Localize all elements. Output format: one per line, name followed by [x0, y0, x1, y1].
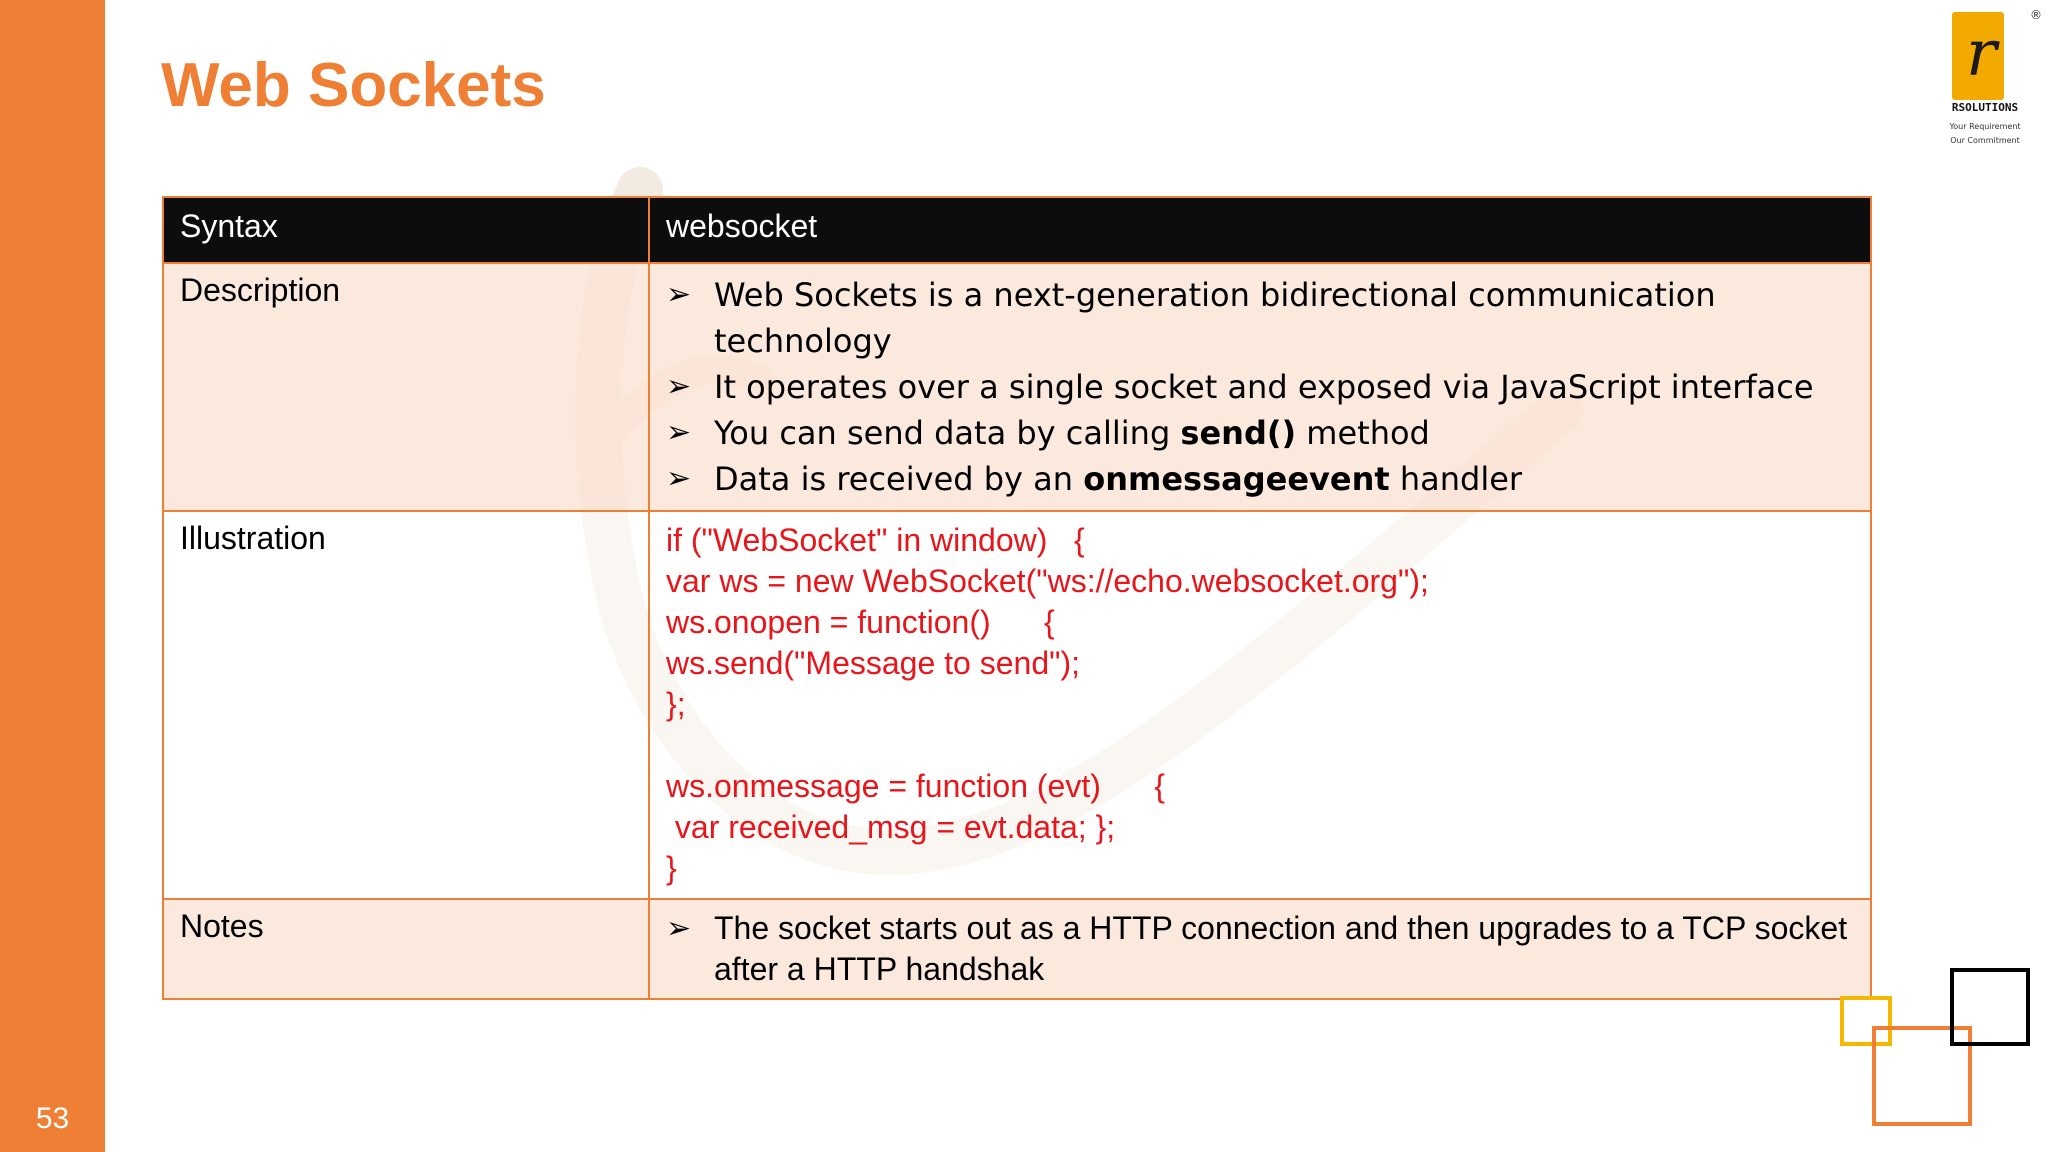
logo-wordmark: RSOLUTIONS [1951, 101, 2019, 114]
code-line [666, 725, 1854, 766]
logo-mark [1952, 12, 2004, 100]
bullet-text: Web Sockets is a next-generation bidirectional communication technology [714, 276, 1716, 360]
bullet-text: The socket starts out as a HTTP connection and then upgrades to a TCP socket after a HTTP handshak [714, 910, 1848, 987]
code-line: ws.onopen = function() { [666, 604, 1055, 640]
code-line: var ws = new WebSocket("ws://echo.websocket.org"); [666, 563, 1429, 599]
table-row-description [163, 263, 1871, 511]
bullet-text: handler [1389, 460, 1523, 498]
code-line: ws.send("Message to send"); [666, 645, 1081, 681]
websocket-info-table [162, 196, 1872, 1000]
side-accent-bar [0, 0, 105, 1152]
decor-square-black [1950, 968, 2030, 1046]
arrow-bullet-icon: ➢ [666, 415, 692, 450]
bullet-text: Data is received by an [714, 460, 1084, 498]
arrow-bullet-icon: ➢ [666, 369, 692, 404]
bullet-item [666, 272, 1854, 364]
illustration-label: Illustration [163, 511, 649, 899]
bullet-item [666, 456, 1854, 502]
bullet-item [666, 410, 1854, 456]
slide-number: 53 [35, 1102, 70, 1135]
description-bullet-list [666, 272, 1854, 502]
code-sample [666, 520, 1854, 889]
bullet-bold-text: onmessageevent [1083, 460, 1390, 498]
code-line: } [666, 850, 677, 886]
illustration-content [649, 511, 1871, 899]
description-content [649, 263, 1871, 511]
notes-bullet-list [666, 908, 1854, 990]
bullet-bold-text: send() [1180, 414, 1297, 452]
code-line: ws.onmessage = function (evt) { [666, 768, 1165, 804]
bullet-text: It operates over a single socket and exposed via JavaScript interface [714, 368, 1814, 406]
logo-tagline-2: Our Commitment [1950, 136, 2020, 145]
code-line: }; [666, 686, 686, 722]
table-header-row [163, 197, 1871, 263]
table-row-notes [163, 899, 1871, 999]
bullet-item [666, 364, 1854, 410]
arrow-bullet-icon: ➢ [666, 277, 692, 312]
bullet-item [666, 908, 1854, 990]
description-label: Description [163, 263, 649, 511]
slide-title: Web Sockets [161, 51, 546, 120]
arrow-bullet-icon: ➢ [666, 461, 692, 496]
bullet-text: You can send data by calling [714, 414, 1181, 452]
registered-mark: ® [2030, 8, 2042, 22]
notes-label: Notes [163, 899, 649, 999]
arrow-bullet-icon: ➢ [666, 912, 692, 945]
code-line: var received_msg = evt.data; }; [666, 809, 1116, 845]
company-logo [1948, 8, 2040, 148]
notes-content [649, 899, 1871, 999]
code-line: if ("WebSocket" in window) { [666, 522, 1085, 558]
header-label-cell: Syntax [163, 197, 649, 263]
header-value-cell: websocket [649, 197, 1871, 263]
table-row-illustration [163, 511, 1871, 899]
bullet-text: method [1296, 414, 1430, 452]
logo-tagline-1: Your Requirement [1949, 122, 2021, 131]
logo-r-glyph: r [1966, 17, 1997, 91]
